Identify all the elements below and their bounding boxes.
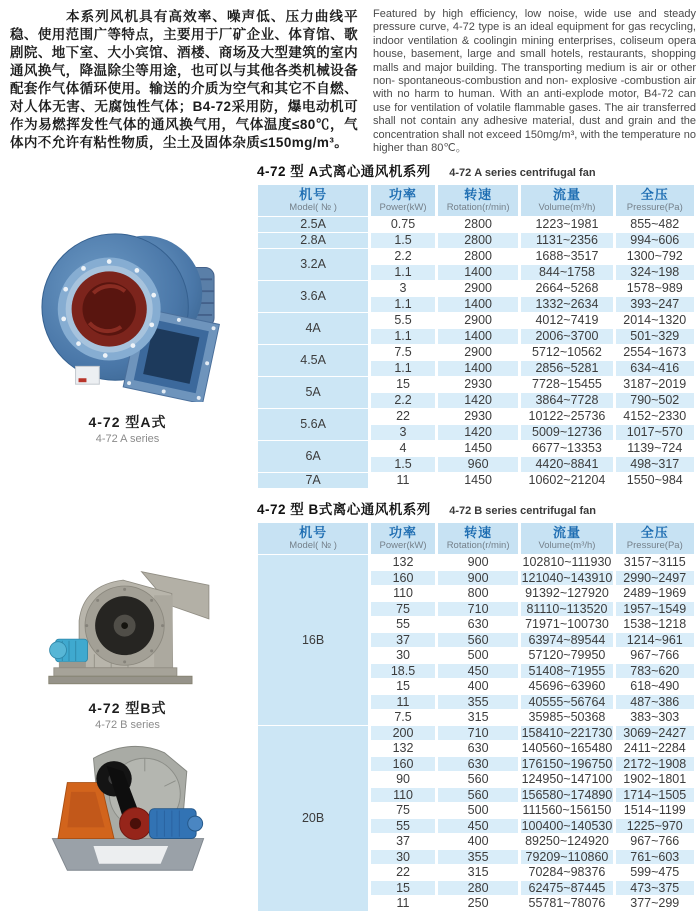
value-cell: 5009~12736 — [521, 425, 612, 440]
product-images-column — [0, 158, 255, 914]
value-cell: 15 — [371, 881, 435, 896]
spec-row — [258, 345, 694, 360]
value-cell: 45696~63960 — [521, 679, 612, 694]
value-cell: 1223~1981 — [521, 217, 612, 232]
value-cell: 156580~174890 — [521, 787, 613, 802]
value-cell: 62475~87445 — [521, 881, 612, 896]
spec-table-b-series — [255, 522, 697, 912]
value-cell: 1688~3517 — [521, 249, 612, 264]
value-cell: 63974~89544 — [521, 633, 612, 648]
intro-paragraph-english: Featured by high efficiency, low noise, wide use and steady pressure curve, 4-72 type is an ideal equipment for gas recycling, indoor ventilation & coolingin mining enterprises, coliseum opera house, basement, large and small hotels, restaurants, shopping malls and major building. The transporting medium is air or other non- spontaneous-combustion and non- explosive -combustion air with no harm to human. With an anti-explode motor, B4-72 can use for ventilation of volatile flammable gases. The air transferred shall not contain any adhesive material, dust and grain and the concentration shall not exceed 150mg/m³, with the temperature no higher than 80℃。 — [373, 8, 696, 155]
spec-table-a-series — [255, 184, 697, 489]
table-a-header-row — [258, 185, 694, 216]
model-cell: 5.6A — [258, 409, 368, 440]
value-cell: 2930 — [438, 409, 519, 424]
value-cell: 70284~98376 — [521, 865, 612, 880]
value-cell: 124950~147100 — [521, 772, 613, 786]
value-cell: 132 — [371, 741, 435, 756]
column-header: 功率 Power(kW) — [371, 185, 435, 216]
spec-row — [258, 409, 694, 424]
value-cell: 55781~78076 — [521, 896, 612, 911]
value-cell: 160 — [371, 757, 435, 772]
value-cell: 2172~1908 — [616, 757, 694, 772]
spec-row — [258, 313, 694, 328]
value-cell: 3187~2019 — [616, 377, 694, 392]
value-cell: 51408~71955 — [521, 664, 612, 679]
value-cell: 1420 — [438, 393, 519, 408]
model-cell: 4.5A — [258, 345, 368, 376]
value-cell: 630 — [438, 741, 519, 756]
value-cell: 110 — [371, 788, 435, 803]
value-cell: 6677~13353 — [521, 441, 612, 456]
intro-section — [0, 0, 700, 158]
value-cell: 100400~140530 — [521, 818, 613, 833]
value-cell: 855~482 — [616, 217, 694, 232]
value-cell: 11 — [371, 695, 435, 710]
value-cell: 158410~221730 — [521, 725, 613, 740]
value-cell: 1.5 — [371, 233, 435, 248]
model-cell: 2.8A — [258, 233, 368, 248]
figure-fan-b — [0, 570, 255, 731]
value-cell: 1225~970 — [616, 819, 694, 834]
value-cell: 7.5 — [371, 710, 435, 725]
value-cell: 102810~111930 — [522, 555, 612, 569]
fan-b-photo — [30, 570, 226, 688]
value-cell: 22 — [371, 865, 435, 880]
value-cell: 500 — [438, 648, 519, 663]
value-cell: 5.5 — [371, 313, 435, 328]
spec-row — [258, 217, 694, 232]
value-cell: 400 — [438, 834, 519, 849]
value-cell: 967~766 — [616, 648, 694, 663]
value-cell: 200 — [371, 726, 435, 741]
table-b-title — [257, 498, 697, 519]
value-cell: 140560~165480 — [521, 741, 613, 755]
value-cell: 498~317 — [616, 457, 694, 472]
value-cell: 1.5 — [371, 457, 435, 472]
value-cell: 11 — [371, 473, 435, 488]
value-cell: 1.1 — [371, 297, 435, 312]
spec-row — [258, 377, 694, 392]
value-cell: 280 — [438, 881, 519, 896]
value-cell: 900 — [438, 555, 519, 570]
value-cell: 844~1758 — [521, 265, 612, 280]
value-cell: 560 — [438, 772, 519, 787]
value-cell: 383~303 — [616, 710, 694, 725]
value-cell: 500 — [438, 803, 519, 818]
table-a-title-en: 4-72 A series centrifugal fan — [449, 167, 596, 179]
value-cell: 315 — [438, 865, 519, 880]
value-cell: 710 — [438, 726, 519, 741]
column-header: 流量 Volume(m³/h) — [521, 523, 612, 554]
column-header: 转速 Rotation(r/min) — [438, 185, 519, 216]
value-cell: 630 — [438, 617, 519, 632]
value-cell: 618~490 — [616, 679, 694, 694]
value-cell: 7728~15455 — [521, 377, 612, 392]
value-cell: 22 — [371, 409, 435, 424]
value-cell: 1450 — [438, 441, 519, 456]
value-cell: 355 — [438, 850, 519, 865]
model-cell: 16B — [258, 555, 368, 725]
value-cell: 630 — [438, 757, 519, 772]
value-cell: 960 — [438, 457, 519, 472]
value-cell: 560 — [438, 788, 519, 803]
value-cell: 37 — [371, 633, 435, 648]
value-cell: 2664~5268 — [521, 281, 612, 296]
column-header: 机号 Model( № ) — [258, 523, 368, 554]
model-cell: 2.5A — [258, 217, 368, 232]
table-b-title-zh: 4-72 型 B式离心通风机系列 — [257, 502, 431, 517]
value-cell: 111560~156150 — [522, 803, 612, 817]
value-cell: 450 — [438, 819, 519, 834]
fan-b-caption-en: 4-72 B series — [95, 719, 160, 731]
value-cell: 1420 — [438, 425, 519, 440]
value-cell: 15 — [371, 377, 435, 392]
value-cell: 599~475 — [616, 865, 694, 880]
model-cell: 3.6A — [258, 281, 368, 312]
model-cell: 20B — [258, 726, 368, 911]
value-cell: 1300~792 — [616, 249, 694, 264]
value-cell: 800 — [438, 586, 519, 601]
value-cell: 75 — [371, 803, 435, 818]
value-cell: 783~620 — [616, 664, 694, 679]
value-cell: 2554~1673 — [616, 345, 694, 360]
value-cell: 5712~10562 — [521, 345, 612, 360]
table-a-title — [257, 160, 697, 181]
value-cell: 2411~2284 — [616, 741, 694, 756]
value-cell: 2900 — [438, 313, 519, 328]
value-cell: 2.2 — [371, 249, 435, 264]
value-cell: 1.1 — [371, 329, 435, 344]
value-cell: 35985~50368 — [521, 710, 612, 725]
value-cell: 30 — [371, 850, 435, 865]
spec-row — [258, 473, 694, 488]
value-cell: 132 — [371, 555, 435, 570]
value-cell: 2990~2497 — [616, 571, 694, 586]
table-b-title-en: 4-72 B series centrifugal fan — [449, 505, 596, 517]
column-header: 全压 Pressure(Pa) — [616, 185, 694, 216]
value-cell: 1400 — [438, 329, 519, 344]
value-cell: 1.1 — [371, 361, 435, 376]
value-cell: 3864~7728 — [521, 393, 612, 408]
value-cell: 2.2 — [371, 393, 435, 408]
value-cell: 324~198 — [616, 265, 694, 280]
value-cell: 3 — [371, 281, 435, 296]
intro-paragraph-chinese: 本系列风机具有高效率、噪声低、压力曲线平稳、使用范围广等特点，主要用于厂矿企业、体育馆、歌剧院、地下室、大小宾馆、酒楼、商场及大型建筑的室内通风换气，降温除尘等用途，也可以与其他各类机械设备配套作气体循环使用。输送的介质为空气和其它不自燃、对人体无害、无腐蚀性气体；B4-72采用防，爆电动机可作为易燃挥发性气体的通风换气用，气体温度≤80℃，气体内不允许有粘性物质，尘土及固体杂质≤150mg/m³。 — [10, 9, 358, 150]
value-cell: 110 — [371, 586, 435, 601]
value-cell: 75 — [371, 602, 435, 617]
value-cell: 1578~989 — [616, 281, 694, 296]
figure-fan-c — [0, 734, 255, 879]
value-cell: 1514~1199 — [616, 803, 694, 818]
value-cell: 761~603 — [616, 850, 694, 865]
value-cell: 15 — [371, 679, 435, 694]
value-cell: 4420~8841 — [521, 457, 612, 472]
model-cell: 5A — [258, 377, 368, 408]
value-cell: 2014~1320 — [616, 313, 694, 328]
value-cell: 393~247 — [616, 297, 694, 312]
table-a-title-zh: 4-72 型 A式离心通风机系列 — [257, 164, 431, 179]
fan-c-photo — [38, 734, 218, 874]
value-cell: 89250~124920 — [521, 834, 612, 849]
value-cell: 79209~110860 — [521, 850, 612, 865]
value-cell: 2930 — [438, 377, 519, 392]
value-cell: 1714~1505 — [616, 788, 694, 803]
value-cell: 1902~1801 — [616, 772, 694, 787]
value-cell: 18.5 — [371, 664, 435, 679]
fan-a-photo — [34, 216, 222, 402]
model-cell: 4A — [258, 313, 368, 344]
value-cell: 1139~724 — [616, 441, 694, 456]
value-cell: 55 — [371, 617, 435, 632]
fan-b-caption: 4-72 型B式 — [88, 700, 167, 716]
value-cell: 7.5 — [371, 345, 435, 360]
value-cell: 377~299 — [616, 896, 694, 911]
value-cell: 176150~196750 — [521, 756, 613, 771]
value-cell: 450 — [438, 664, 519, 679]
model-cell: 7A — [258, 473, 368, 488]
value-cell: 57120~79950 — [521, 648, 612, 663]
value-cell: 3 — [371, 425, 435, 440]
value-cell: 4 — [371, 441, 435, 456]
value-cell: 40555~56764 — [521, 695, 612, 710]
value-cell: 250 — [438, 896, 519, 911]
column-header: 机号 Model( № ) — [258, 185, 368, 216]
value-cell: 10122~25736 — [521, 409, 612, 424]
value-cell: 634~416 — [616, 361, 694, 376]
value-cell: 3157~3115 — [616, 555, 694, 570]
value-cell: 560 — [438, 633, 519, 648]
column-header: 全压 Pressure(Pa) — [616, 523, 694, 554]
value-cell: 1400 — [438, 361, 519, 376]
value-cell: 1400 — [438, 265, 519, 280]
fan-a-caption: 4-72 型A式 — [88, 414, 167, 430]
value-cell: 900 — [438, 571, 519, 586]
fan-a-caption-en: 4-72 A series — [95, 433, 160, 445]
column-header: 流量 Volume(m³/h) — [521, 185, 612, 216]
value-cell: 315 — [438, 710, 519, 725]
value-cell: 37 — [371, 834, 435, 849]
value-cell: 160 — [371, 571, 435, 586]
value-cell: 10602~21204 — [521, 473, 612, 488]
column-header: 功率 Power(kW) — [371, 523, 435, 554]
value-cell: 1400 — [438, 297, 519, 312]
value-cell: 0.75 — [371, 217, 435, 232]
value-cell: 11 — [371, 896, 435, 911]
value-cell: 2006~3700 — [521, 329, 612, 344]
spec-row — [258, 281, 694, 296]
spec-row — [258, 726, 694, 741]
value-cell: 1214~961 — [616, 633, 694, 648]
value-cell: 55 — [371, 819, 435, 834]
value-cell: 1450 — [438, 473, 519, 488]
value-cell: 2489~1969 — [616, 586, 694, 601]
value-cell: 2856~5281 — [521, 361, 612, 376]
value-cell: 121040~143910 — [521, 570, 613, 585]
value-cell: 2800 — [438, 233, 519, 248]
value-cell: 2900 — [438, 281, 519, 296]
value-cell: 501~329 — [616, 329, 694, 344]
spec-row — [258, 441, 694, 456]
value-cell: 710 — [438, 602, 519, 617]
value-cell: 1.1 — [371, 265, 435, 280]
value-cell: 91392~127920 — [521, 586, 612, 601]
value-cell: 3069~2427 — [616, 726, 694, 741]
value-cell: 473~375 — [616, 881, 694, 896]
figure-fan-a — [0, 216, 255, 445]
value-cell: 355 — [438, 695, 519, 710]
value-cell: 487~386 — [616, 695, 694, 710]
value-cell: 2800 — [438, 217, 519, 232]
value-cell: 790~502 — [616, 393, 694, 408]
value-cell: 90 — [371, 772, 435, 787]
model-cell: 6A — [258, 441, 368, 472]
model-cell: 3.2A — [258, 249, 368, 280]
spec-row — [258, 249, 694, 264]
main-content — [0, 158, 700, 914]
value-cell: 1957~1549 — [616, 602, 694, 617]
value-cell: 4012~7419 — [521, 313, 612, 328]
value-cell: 4152~2330 — [616, 409, 694, 424]
value-cell: 400 — [438, 679, 519, 694]
spec-row — [258, 233, 694, 248]
value-cell: 2900 — [438, 345, 519, 360]
value-cell: 967~766 — [616, 834, 694, 849]
spec-row — [258, 555, 694, 570]
value-cell: 1332~2634 — [521, 297, 612, 312]
value-cell: 30 — [371, 648, 435, 663]
table-b-header-row — [258, 523, 694, 554]
value-cell: 71971~100730 — [521, 617, 612, 632]
value-cell: 994~606 — [616, 233, 694, 248]
value-cell: 1131~2356 — [521, 233, 612, 248]
value-cell: 81110~113520 — [521, 602, 612, 617]
value-cell: 1538~1218 — [616, 617, 694, 632]
value-cell: 2800 — [438, 249, 519, 264]
spec-tables-column — [255, 158, 700, 914]
value-cell: 1550~984 — [616, 473, 694, 488]
column-header: 转速 Rotation(r/min) — [438, 523, 519, 554]
value-cell: 1017~570 — [616, 425, 694, 440]
